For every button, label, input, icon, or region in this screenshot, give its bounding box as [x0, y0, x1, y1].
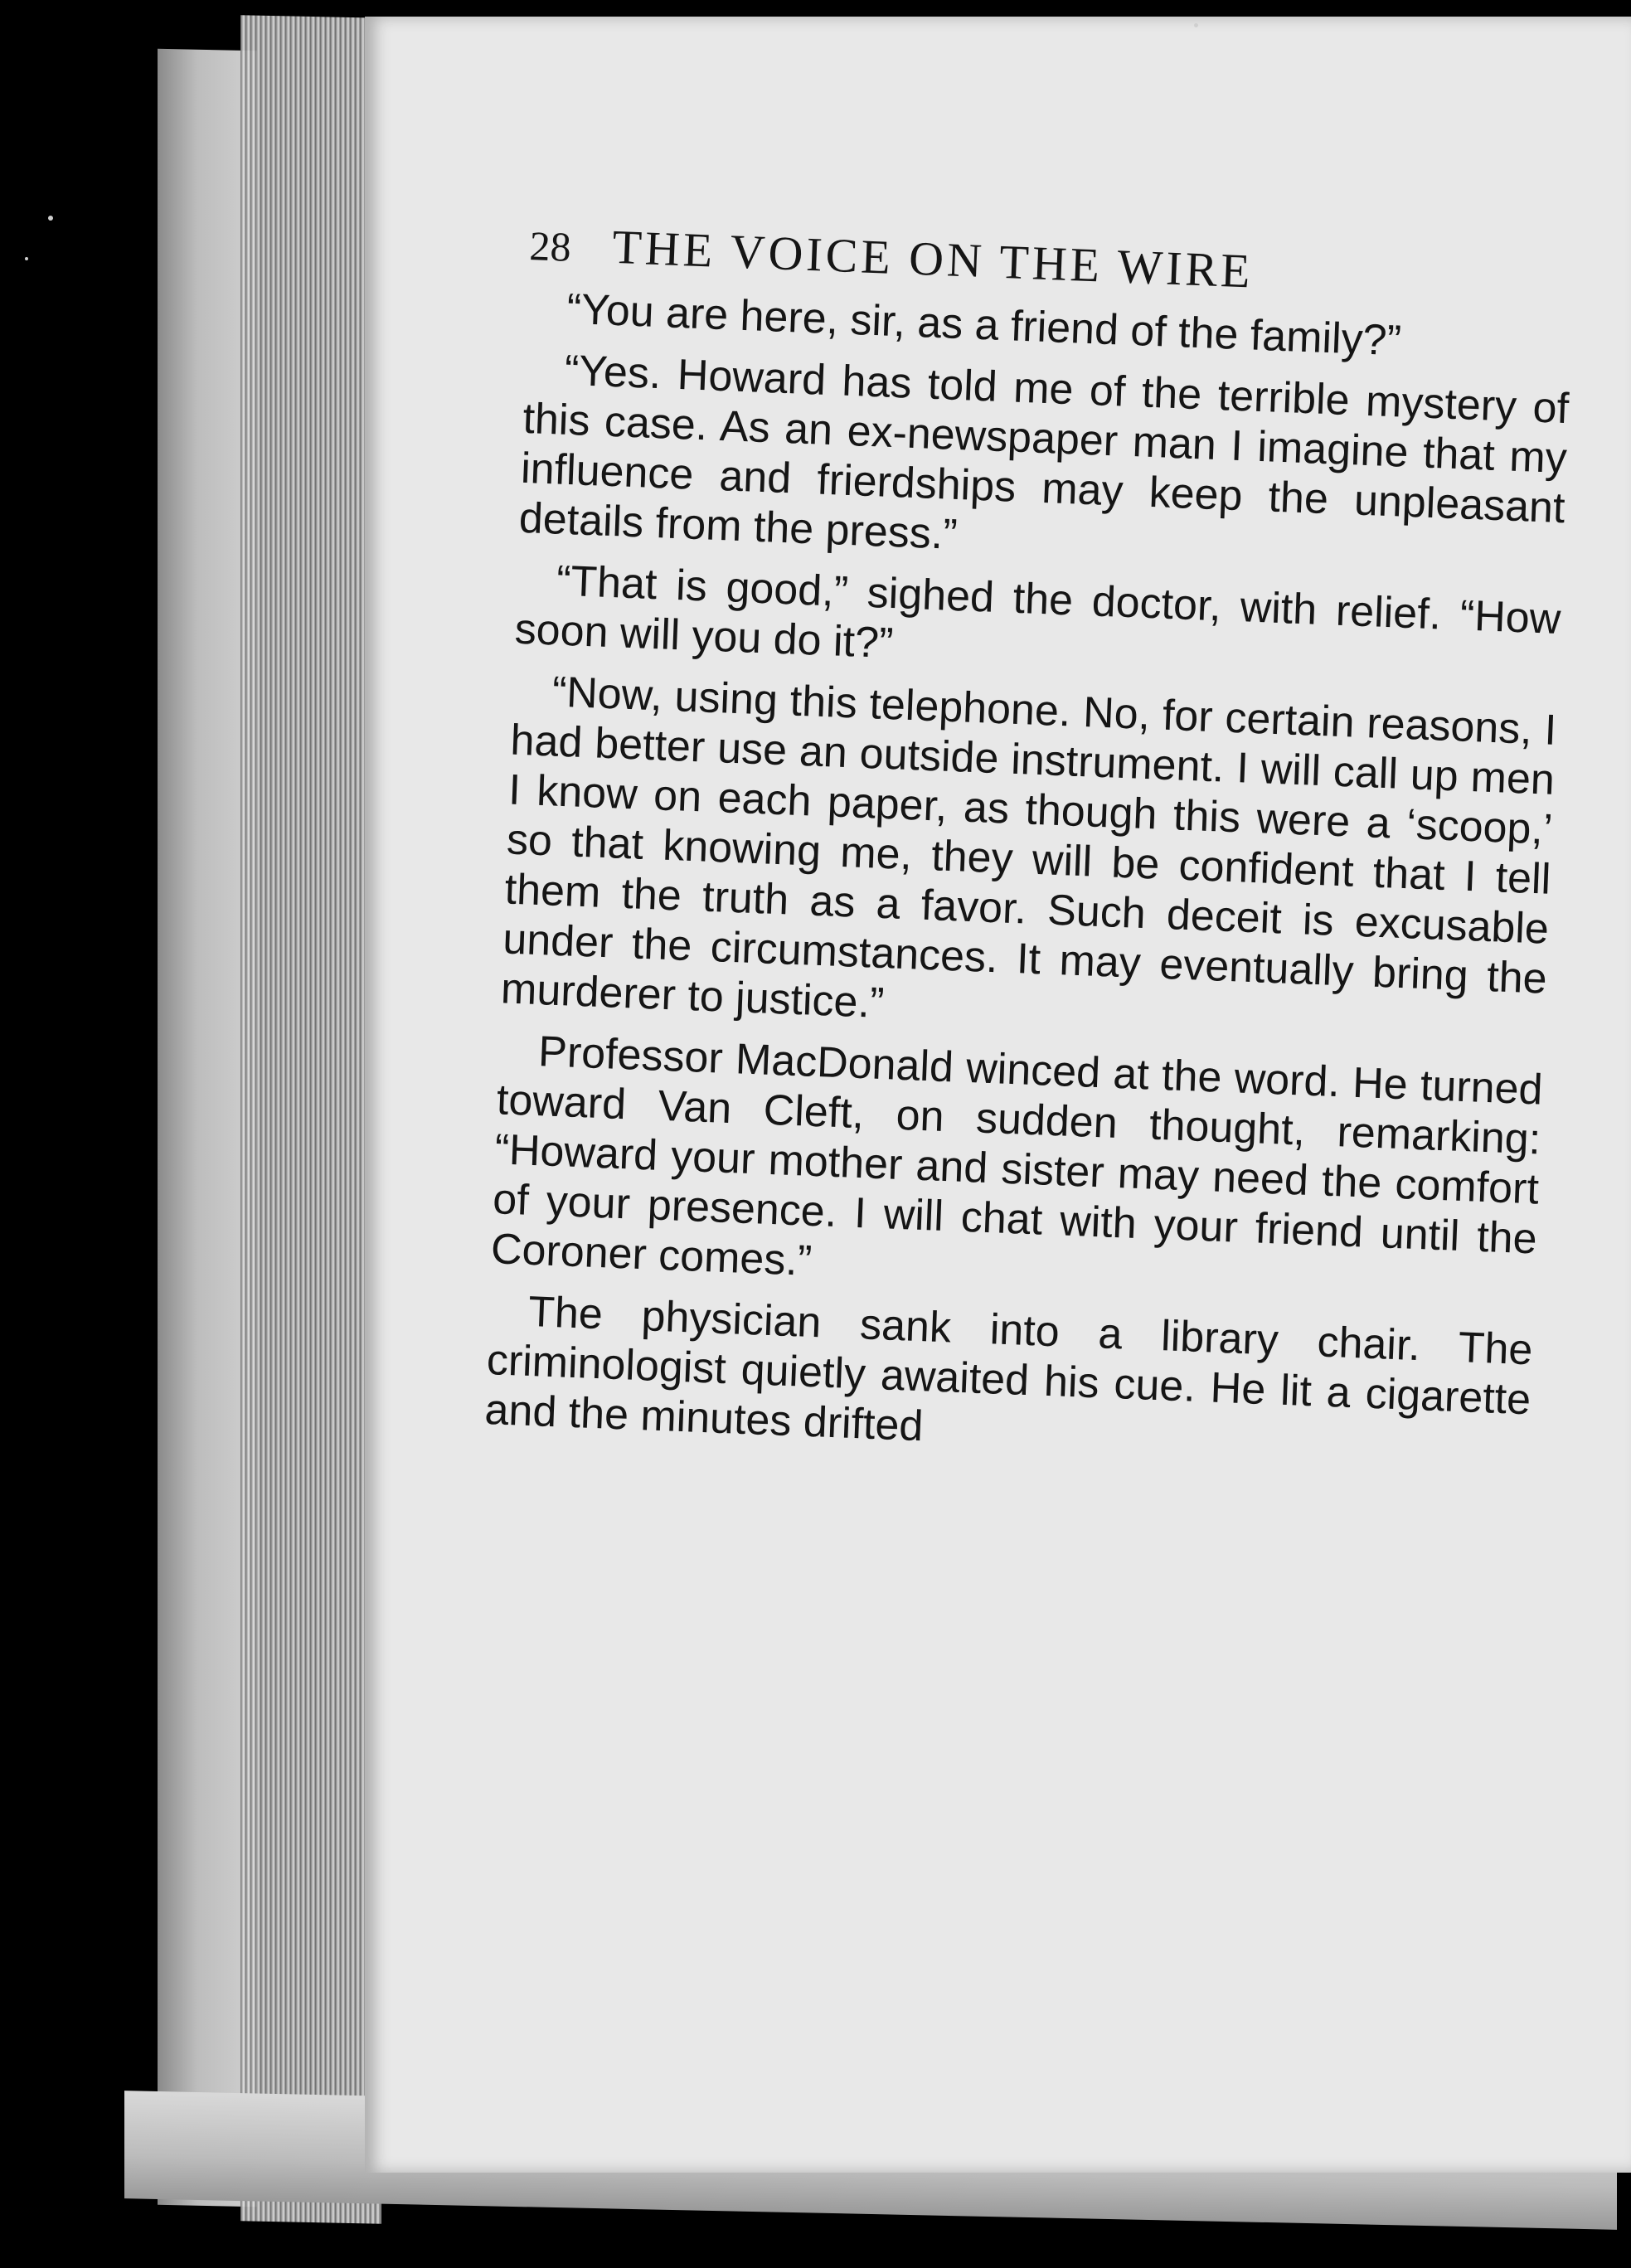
paragraph: “Now, using this telephone. No, for certain reasons, I had better use an outside instrument. I will call up men I know on each paper, as though this were a ‘scoop,’ so that knowing me, they will be confident that I tell them the truth as a favor. Such deceit is excusable under the circumstances. It may eventually bring the murderer to justice.” — [500, 668, 1558, 1028]
paragraph: “Yes. Howard has told me of the terrible mystery of this case. As an ex-newspaper man I imagine that my influence and frierdships may keep the unpleasant details from the press.” — [517, 346, 1570, 560]
paragraph: “You are here, sir, as a friend of the family?” — [566, 284, 1402, 366]
paragraph: “That is good,” sighed the doctor, with relief. “How soon will you do it?” — [513, 556, 1562, 668]
scan-speck — [25, 257, 28, 260]
page-number: 28 — [528, 221, 572, 270]
running-head-title: THE VOICE ON THE WIRE — [611, 219, 1255, 299]
page-edges — [240, 15, 381, 2224]
page-text-block — [459, 216, 1575, 2120]
paragraph: Professor MacDonald winced at the word. He turned toward Van Cleft, on sudden thought, remarking: “Howard your mother and sister may need the comfort of your presence. I will chat with your friend until the Coroner comes.” — [490, 1027, 1544, 1285]
body-text — [484, 283, 1572, 1474]
scan-speck — [1194, 23, 1198, 27]
paragraph: The physician sank into a library chair. The criminologist quietly awaited his cue. He lit a cigarette and the minutes drifted — [483, 1287, 1534, 1451]
scan-speck — [48, 216, 53, 221]
